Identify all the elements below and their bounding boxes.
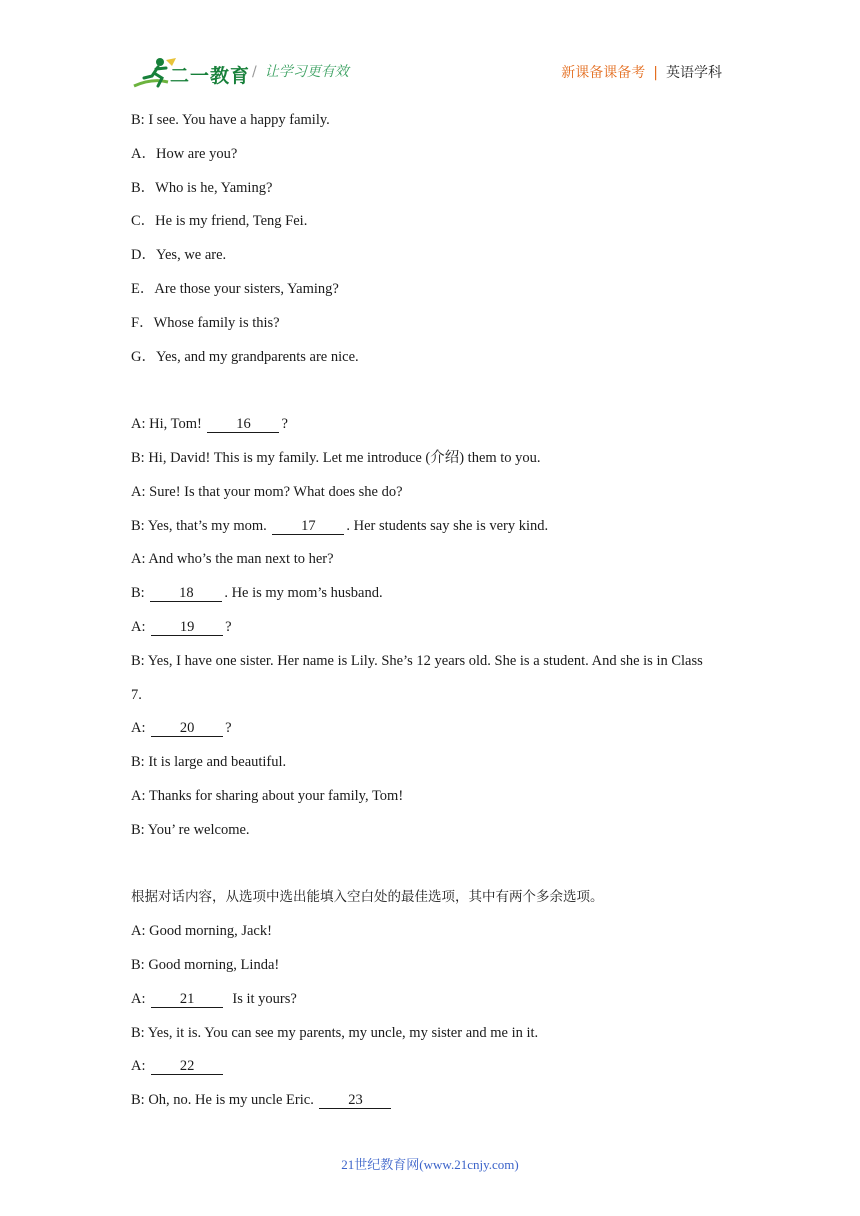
blank-line xyxy=(131,848,731,882)
line-text: A: xyxy=(131,720,150,737)
answer-blank[interactable]: 17 xyxy=(272,518,344,535)
dialogue-line-with-blank xyxy=(131,510,731,544)
divider: | xyxy=(653,65,658,81)
dialogue-line-with-blank xyxy=(131,1050,731,1084)
dialogue-line-with-blank xyxy=(131,408,731,442)
dialogue-line: A: And who’s the man next to her? xyxy=(131,551,334,568)
dialogue-line: C．He is my friend, Teng Fei. xyxy=(131,213,308,230)
answer-blank[interactable]: 22 xyxy=(151,1058,223,1075)
dialogue-line: D．Yes, we are. xyxy=(131,247,227,264)
line-text: A: Hi, Tom! xyxy=(131,416,206,433)
dialogue-line-with-blank xyxy=(131,1084,731,1118)
line-text: . Her students say she is very kind. xyxy=(346,517,549,534)
line-text: A: xyxy=(131,618,150,635)
dialogue-line-with-blank xyxy=(131,983,731,1017)
line-text: Is it yours? xyxy=(225,990,297,1007)
line-text: . He is my mom’s husband. xyxy=(224,585,383,602)
dialogue-line: B: You’ re welcome. xyxy=(131,821,250,838)
dialogue-line: A: Thanks for sharing about your family, Tom! xyxy=(131,787,404,804)
line-text: ? xyxy=(225,720,232,737)
line-text: A: xyxy=(131,1058,150,1075)
dialogue-line-with-blank xyxy=(131,712,731,746)
slogan: / 让学习更有效 xyxy=(252,64,349,80)
dialogue-line: B: Yes, it is. You can see my parents, my uncle, my sister and me in it. xyxy=(131,1024,539,1041)
header-tags xyxy=(561,62,722,82)
line-text: B: xyxy=(131,585,149,602)
dialogue-line: A: Good morning, Jack! xyxy=(131,923,272,940)
blank-line xyxy=(131,374,731,408)
dialogue-line: B．Who is he, Yaming? xyxy=(131,179,273,196)
line-text: B: Oh, no. He is my uncle Eric. xyxy=(131,1092,318,1109)
dialogue-line: A．How are you? xyxy=(131,145,238,162)
answer-blank[interactable]: 18 xyxy=(150,585,222,602)
answer-blank[interactable]: 21 xyxy=(151,991,223,1008)
dialogue-line: B: I see. You have a happy family. xyxy=(131,112,330,128)
answer-blank[interactable]: 19 xyxy=(151,619,223,636)
line-text: ? xyxy=(225,618,232,635)
slogan-text: 让学习更有效 xyxy=(264,64,349,80)
subject-tag: 英语学科 xyxy=(666,65,722,81)
course-tag: 新课备课备考 xyxy=(561,65,646,81)
answer-blank[interactable]: 23 xyxy=(319,1092,391,1109)
answer-blank[interactable]: 16 xyxy=(207,416,279,433)
page-header xyxy=(0,0,860,100)
logo-text: 二一教育 xyxy=(170,65,251,87)
dialogue-line-with-blank xyxy=(131,611,731,645)
dialogue-line-with-blank xyxy=(131,577,731,611)
document-body xyxy=(131,104,731,1118)
dialogue-line: G．Yes, and my grandparents are nice. xyxy=(131,348,359,365)
dialogue-line: B: Hi, David! This is my family. Let me introduce (介绍) them to you. xyxy=(131,449,541,466)
dialogue-line: 7. xyxy=(131,686,142,703)
dialogue-line: F．Whose family is this? xyxy=(131,314,280,331)
line-text: A: xyxy=(131,990,150,1007)
instruction-line: 根据对话内容，从选项中选出能填入空白处的最佳选项，其中有两个多余选项。 xyxy=(131,889,604,906)
dialogue-line: B: Good morning, Linda! xyxy=(131,956,280,973)
dialogue-line: B: It is large and beautiful. xyxy=(131,754,287,771)
line-text: ? xyxy=(281,416,288,433)
dialogue-line: A: Sure! Is that your mom? What does she do? xyxy=(131,483,403,500)
line-text: B: Yes, that’s my mom. xyxy=(131,517,271,534)
dialogue-line: E．Are those your sisters, Yaming? xyxy=(131,280,339,297)
page-footer: 21世纪教育网(www.21cnjy.com) xyxy=(341,1157,519,1172)
answer-blank[interactable]: 20 xyxy=(151,720,223,737)
dialogue-line: B: Yes, I have one sister. Her name is Lily. She’s 12 years old. She is a student. And she is in Class xyxy=(131,652,703,669)
